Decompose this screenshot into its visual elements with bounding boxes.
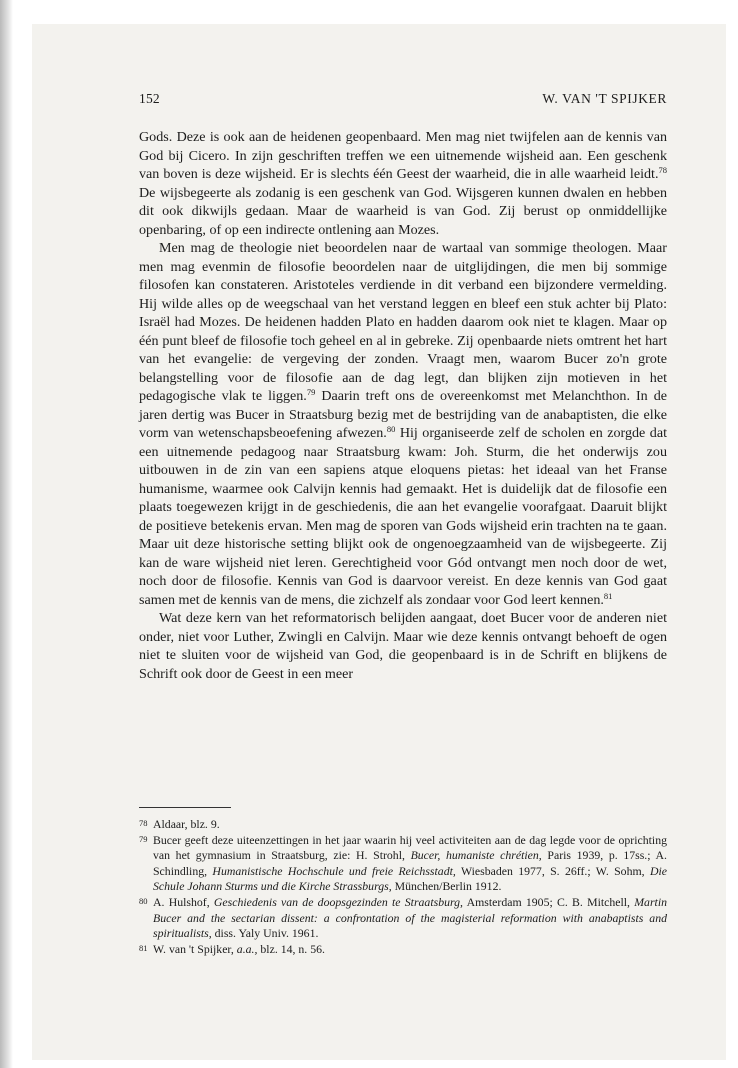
page-number: 152 bbox=[139, 91, 160, 106]
paragraph: Wat deze kern van het reformatorisch belijden aangaat, doet Bucer voor de anderen niet onder, niet voor Luther, Zwingli en Calvijn. Maar wie deze kennis ontvangt behoeft de ogen niet te sluiten voor de wijsheid van God, die geopenbaard is in de Schrift en blijkens de Schrift ook door de Geest in een meer bbox=[139, 610, 667, 682]
paragraph: Men mag de theologie niet beoordelen naar de wartaal van sommige theologen. Maar men mag evenmin de filosofie beoordelen naar de uitglijdingen, die men bij sommige filosofen kan constateren. Aristoteles verdiende in dit verband een bijzondere vermelding. Hij wilde alles op de weegschaal van het verstand leggen en bleef een stuk achter bij Plato: Israël had Mozes. De heidenen hadden Plato en hadden daarom ook niet te klagen. Maar op één punt bleef de filosofie toch geheel en al in gebreke. Zij openbaarde niets omtrent het hart van het evangelie: de vergeving der zonden. Vraagt men, waarom Bucer zo'n grote belangstelling voor de filosofie aan de dag legt, dan blijken zijn motieven in het pedagogische vlak te liggen.$^{79}$ Daarin treft ons de overeenkomst met Melanchthon. In de jaren dertig was Bucer in Straatsburg bezig met de bestrijding van de anabaptisten, die elke vorm van wetenschapsbeoefening afwezen.$^{80}$ Hij organiseerde zelf de scholen en zorgde dat een uitnemende pedagoog naar Straatsburg kwam: Joh. Sturm, die het onderwijs zou uitbouwen in de zin van een sapiens atque eloquens pietas: het ideaal van het Franse humanisme, waarmee ook Calvijn kennis had gemaakt. Het is duidelijk dat de filosofie een plaats toegewezen krijgt in de geschiedenis, die aan het evangelie voorafgaat. Daaruit blijkt de positieve betekenis ervan. Men mag de sporen van Gods wijsheid erin trachten na te gaan. Maar uit deze historische setting blijkt ook de ongenoegzaamheid van de wijsbegeerte. Zij kan de ware wijsheid niet leren. Gerechtigheid voor Gód ontvangt men noch door de wet, noch door de filosofie. Kennis van God is daarvoor vereist. En deze kennis van God gaat samen met de kennis van de mens, die zichzelf als zondaar voor God leert kennen.$^{81}$ bbox=[139, 240, 668, 608]
footnote-text: A. Hulshof, Geschiedenis van de doopsgezinden te Straatsburg, Amsterdam 1905; C. B. Mitchell, Martin Bucer and the sectarian dissent: a confrontation of the magisterial reformation with anabaptists and spiritualists, diss. Yaly Univ. 1961. bbox=[153, 894, 668, 941]
footnote bbox=[139, 817, 667, 833]
footnotes bbox=[139, 817, 667, 957]
italic-title: a.a., bbox=[236, 941, 258, 956]
page-header bbox=[139, 91, 667, 109]
footnote bbox=[139, 895, 667, 942]
footnote-number: 80 bbox=[139, 895, 148, 906]
italic-title: Geschiedenis van de doopsgezinden te Straatsburg, bbox=[213, 894, 464, 909]
binding-edge bbox=[0, 0, 13, 1068]
footnote-reference: 78 bbox=[658, 165, 667, 175]
footnote bbox=[139, 942, 667, 958]
footnote-number: 79 bbox=[139, 833, 148, 844]
footnote-separator bbox=[139, 807, 231, 808]
footnote-reference: 79 bbox=[306, 387, 316, 397]
footnote-text: Bucer geeft deze uiteenzettingen in het jaar waarin hij veel activiteiten aan de dag legde voor de oprichting van het gymnasium in Straatsburg, zie: H. Strohl, Bucer, humaniste chrétien, Paris 1939, p. 17ss.; A. Schindling, Humanistische Hochschule und freie Reichsstadt, Wiesbaden 1977, S. 26ff.; W. Sohm, Die Schule Johann Sturms und die Kirche Strassburgs, München/Berlin 1912. bbox=[153, 832, 667, 894]
footnote-number: 78 bbox=[139, 818, 148, 828]
footnote-text: W. van 't Spijker, a.a., blz. 14, n. 56. bbox=[153, 941, 325, 956]
footnote-reference: 81 bbox=[603, 590, 613, 601]
italic-title: Bucer, humaniste chrétien, bbox=[410, 848, 542, 863]
running-head: W. VAN 'T SPIJKER bbox=[542, 91, 667, 106]
footnote bbox=[139, 833, 667, 895]
italic-title: Humanistische Hochschule und freie Reichsstadt, bbox=[212, 863, 456, 878]
body-text bbox=[139, 128, 667, 683]
paragraph: Gods. Deze is ook aan de heidenen geopenbaard. Men mag niet twijfelen aan de kennis van God bij Cicero. In zijn geschriften treffen we een uitnemende wijsheid aan. Een geschenk van boven is deze wijsheid. Er is slechts één Geest der waarheid, die in alle waarheid leidt.$^{78}$ De wijsbegeerte als zodanig is een geschenk van God. Wijsgeren kunnen dwalen en hebben dit ook dikwijls gedaan. Maar de waarheid is van God. Zij berust op onmiddellijke openbaring, of op een indirecte ontlening aan Mozes. bbox=[139, 129, 667, 238]
italic-title: Die Schule Johann Sturms und die Kirche Strassburgs, bbox=[153, 863, 667, 894]
italic-title: Martin Bucer and the sectarian dissent: a confrontation of the magisterial reformation with anabaptists and spiritualists, bbox=[153, 894, 668, 941]
footnote-reference: 80 bbox=[386, 424, 396, 434]
footnote-text: Aldaar, blz. 9. bbox=[153, 817, 220, 831]
footnote-number: 81 bbox=[139, 942, 148, 953]
